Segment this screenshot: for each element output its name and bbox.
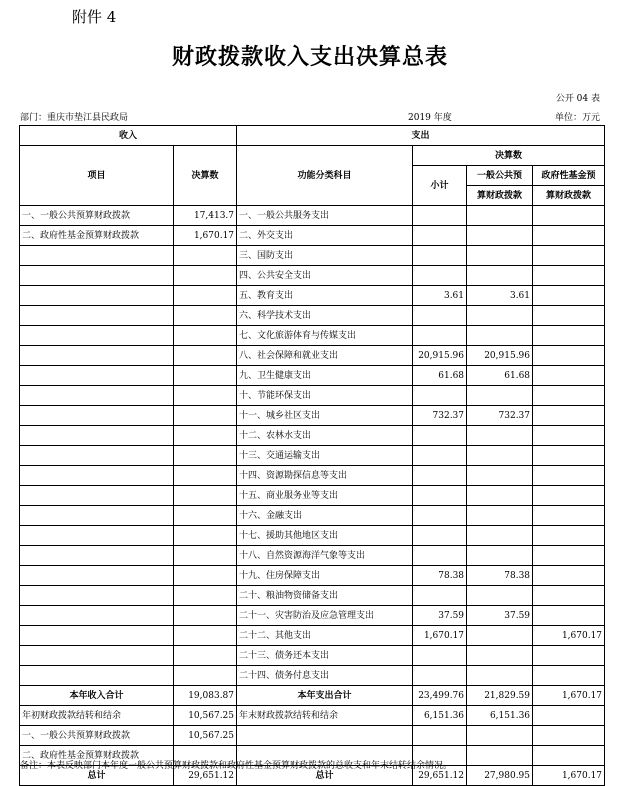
subtotal-cell	[413, 266, 467, 286]
general-budget-cell	[467, 646, 533, 666]
expense-item-cell: 十九、住房保障支出	[237, 566, 413, 586]
table-row	[20, 626, 605, 646]
general-budget-cell	[467, 426, 533, 446]
empty-cell	[533, 746, 605, 766]
table-row	[20, 426, 605, 446]
income-item-cell	[20, 606, 174, 626]
income-value-cell	[174, 406, 237, 426]
subtotal-cell	[413, 506, 467, 526]
general-budget-cell	[467, 486, 533, 506]
table-row	[20, 246, 605, 266]
table-row	[20, 206, 605, 226]
expense-item-cell: 十八、自然资源海洋气象等支出	[237, 546, 413, 566]
subtotal-cell	[413, 426, 467, 446]
income-value-cell	[174, 486, 237, 506]
subtotal-cell	[413, 666, 467, 686]
ending-balance-subtotal: 6,151.36	[413, 706, 467, 726]
beginning-balance-label: 年初财政拨款结转和结余	[20, 706, 174, 726]
general-budget-cell: 78.38	[467, 566, 533, 586]
fund-budget-cell	[533, 546, 605, 566]
fund-budget-cell	[533, 526, 605, 546]
grand-total-subtotal: 29,651.12	[413, 766, 467, 786]
income-item-cell	[20, 426, 174, 446]
unit-label: 单位：万元	[554, 113, 600, 123]
subtotal-cell: 732.37	[413, 406, 467, 426]
income-value-cell	[174, 566, 237, 586]
fund-budget-cell	[533, 566, 605, 586]
table-row	[20, 506, 605, 526]
table-row	[20, 326, 605, 346]
table-row	[20, 306, 605, 326]
fund-budget-header-line2: 算财政拨款	[533, 186, 605, 206]
general-budget-header-line2: 算财政拨款	[467, 186, 533, 206]
income-value-cell: 17,413.7	[174, 206, 237, 226]
table-row	[20, 646, 605, 666]
table-row	[20, 446, 605, 466]
footnote: 备注：本表反映部门本年度一般公共预算财政拨款和政府性基金预算财政拨款的总收支和年末结转结余情况。	[20, 761, 453, 771]
general-budget-cell	[467, 446, 533, 466]
expense-item-cell: 十二、农林水支出	[237, 426, 413, 446]
income-item-cell	[20, 266, 174, 286]
general-budget-cell	[467, 306, 533, 326]
expense-item-cell: 十、节能环保支出	[237, 386, 413, 406]
expense-total-subtotal: 23,499.76	[413, 686, 467, 706]
table-row	[20, 566, 605, 586]
subtotal-cell	[413, 326, 467, 346]
expense-item-cell: 十五、商业服务业等支出	[237, 486, 413, 506]
table-row	[20, 666, 605, 686]
expense-item-cell: 十一、城乡社区支出	[237, 406, 413, 426]
income-item-cell	[20, 466, 174, 486]
attachment-label: 附件 4	[72, 8, 117, 26]
fund-budget-cell	[533, 406, 605, 426]
item-column-header: 项目	[20, 146, 174, 206]
expense-section-header: 支出	[237, 126, 605, 146]
fund-budget-cell	[533, 246, 605, 266]
income-value-cell	[174, 266, 237, 286]
empty-cell	[467, 726, 533, 746]
fund-budget-cell	[533, 506, 605, 526]
expense-item-cell: 六、科学技术支出	[237, 306, 413, 326]
fund-budget-cell	[533, 486, 605, 506]
expense-item-cell: 二十四、债务付息支出	[237, 666, 413, 686]
subtotal-cell: 61.68	[413, 366, 467, 386]
general-budget-cell	[467, 466, 533, 486]
general-budget-cell: 732.37	[467, 406, 533, 426]
subtotal-cell: 20,915.96	[413, 346, 467, 366]
income-value-cell	[174, 626, 237, 646]
table-row	[20, 226, 605, 246]
table-row	[20, 586, 605, 606]
income-value-cell	[174, 586, 237, 606]
beginning-fund-label: 二、政府性基金预算财政拨款	[20, 746, 174, 766]
subtotal-cell	[413, 226, 467, 246]
expense-item-cell: 十三、交通运输支出	[237, 446, 413, 466]
subtotal-cell	[413, 466, 467, 486]
section-header-row	[20, 126, 605, 146]
table-row	[20, 366, 605, 386]
income-item-cell: 一、一般公共预算财政拨款	[20, 206, 174, 226]
subtotal-cell	[413, 486, 467, 506]
general-budget-cell	[467, 386, 533, 406]
budget-table	[19, 125, 605, 786]
fund-budget-cell	[533, 286, 605, 306]
beginning-general-label: 一、一般公共预算财政拨款	[20, 726, 174, 746]
empty-cell	[533, 726, 605, 746]
subtotal-cell	[413, 306, 467, 326]
income-item-cell	[20, 446, 174, 466]
expense-item-cell: 四、公共安全支出	[237, 266, 413, 286]
expense-item-cell: 五、教育支出	[237, 286, 413, 306]
fund-budget-cell	[533, 446, 605, 466]
subtotal-cell	[413, 586, 467, 606]
expense-total-label: 本年支出合计	[237, 686, 413, 706]
fund-budget-cell	[533, 306, 605, 326]
income-value-cell	[174, 386, 237, 406]
grand-total-value-left: 29,651.12	[174, 766, 237, 786]
fund-budget-cell	[533, 346, 605, 366]
general-budget-cell	[467, 206, 533, 226]
department-label: 部门：重庆市垫江县民政局	[20, 113, 129, 123]
income-item-cell	[20, 646, 174, 666]
income-value-cell	[174, 326, 237, 346]
beginning-balance-value: 10,567.25	[174, 706, 237, 726]
expense-item-cell: 十四、资源勘探信息等支出	[237, 466, 413, 486]
general-budget-cell	[467, 246, 533, 266]
income-section-header: 收入	[20, 126, 237, 146]
year-label: 2019 年度	[408, 113, 452, 123]
income-value-cell	[174, 286, 237, 306]
income-value-cell: 1,670.17	[174, 226, 237, 246]
table-row	[20, 466, 605, 486]
income-item-cell	[20, 246, 174, 266]
income-item-cell	[20, 386, 174, 406]
general-budget-cell	[467, 666, 533, 686]
income-item-cell	[20, 626, 174, 646]
general-budget-header-line1: 一般公共预	[467, 166, 533, 186]
column-header-row	[20, 146, 605, 166]
income-item-cell	[20, 546, 174, 566]
subtotal-cell	[413, 446, 467, 466]
income-value-cell	[174, 426, 237, 446]
grand-total-fund: 1,670.17	[533, 766, 605, 786]
general-budget-cell	[467, 586, 533, 606]
table-row	[20, 486, 605, 506]
table-row	[20, 406, 605, 426]
empty-cell	[413, 726, 467, 746]
income-item-cell	[20, 326, 174, 346]
grand-total-general: 27,980.95	[467, 766, 533, 786]
subtotal-cell: 3.61	[413, 286, 467, 306]
table-row	[20, 546, 605, 566]
income-item-cell: 二、政府性基金预算财政拨款	[20, 226, 174, 246]
income-value-cell	[174, 346, 237, 366]
income-value-cell	[174, 526, 237, 546]
income-value-cell	[174, 306, 237, 326]
table-row	[20, 286, 605, 306]
income-value-cell	[174, 446, 237, 466]
fund-budget-cell	[533, 586, 605, 606]
fund-budget-cell	[533, 426, 605, 446]
empty-cell	[467, 746, 533, 766]
general-budget-cell: 61.68	[467, 366, 533, 386]
table-row	[20, 266, 605, 286]
expense-item-cell: 二十、粮油物资储备支出	[237, 586, 413, 606]
fund-budget-cell	[533, 366, 605, 386]
general-budget-cell: 37.59	[467, 606, 533, 626]
income-value-cell	[174, 366, 237, 386]
income-item-cell	[20, 506, 174, 526]
income-item-cell	[20, 406, 174, 426]
subtotal-cell	[413, 246, 467, 266]
expense-item-cell: 七、文化旅游体育与传媒支出	[237, 326, 413, 346]
total-row	[20, 686, 605, 706]
expense-item-cell: 九、卫生健康支出	[237, 366, 413, 386]
total-row	[20, 706, 605, 726]
income-value-cell	[174, 666, 237, 686]
fund-budget-cell	[533, 606, 605, 626]
expense-item-cell: 二、外交支出	[237, 226, 413, 246]
income-value-cell	[174, 466, 237, 486]
grand-total-label-right: 总计	[237, 766, 413, 786]
fund-budget-cell: 1,670.17	[533, 626, 605, 646]
fund-budget-cell	[533, 646, 605, 666]
subtotal-cell: 37.59	[413, 606, 467, 626]
fund-budget-cell	[533, 386, 605, 406]
fund-budget-cell	[533, 466, 605, 486]
fund-budget-cell	[533, 266, 605, 286]
income-item-cell	[20, 306, 174, 326]
expense-item-cell: 十七、援助其他地区支出	[237, 526, 413, 546]
fund-budget-header-line1: 政府性基金预	[533, 166, 605, 186]
final-amount-column-header: 决算数	[174, 146, 237, 206]
income-item-cell	[20, 586, 174, 606]
income-item-cell	[20, 526, 174, 546]
subtotal-cell	[413, 206, 467, 226]
table-row	[20, 386, 605, 406]
fund-budget-cell	[533, 666, 605, 686]
ending-balance-label: 年末财政拨款结转和结余	[237, 706, 413, 726]
expense-total-fund: 1,670.17	[533, 686, 605, 706]
general-budget-cell	[467, 326, 533, 346]
subtotal-cell	[413, 646, 467, 666]
subtotal-cell	[413, 526, 467, 546]
grand-total-label-left: 总计	[20, 766, 174, 786]
general-budget-cell	[467, 626, 533, 646]
expense-item-cell: 十六、金融支出	[237, 506, 413, 526]
expense-item-cell: 三、国防支出	[237, 246, 413, 266]
empty-cell	[237, 726, 413, 746]
expense-item-cell: 八、社会保障和就业支出	[237, 346, 413, 366]
subtotal-column-header: 小计	[413, 166, 467, 206]
fund-budget-cell	[533, 206, 605, 226]
ending-balance-fund	[533, 706, 605, 726]
beginning-general-value: 10,567.25	[174, 726, 237, 746]
income-item-cell	[20, 566, 174, 586]
fund-budget-cell	[533, 326, 605, 346]
final-amount-group-header: 决算数	[413, 146, 605, 166]
income-value-cell	[174, 506, 237, 526]
income-value-cell	[174, 546, 237, 566]
general-budget-cell	[467, 526, 533, 546]
expense-item-cell: 一、一般公共服务支出	[237, 206, 413, 226]
income-value-cell	[174, 606, 237, 626]
income-value-cell	[174, 646, 237, 666]
general-budget-cell: 20,915.96	[467, 346, 533, 366]
subtotal-cell: 78.38	[413, 566, 467, 586]
income-item-cell	[20, 366, 174, 386]
income-item-cell	[20, 286, 174, 306]
income-total-value: 19,083.87	[174, 686, 237, 706]
income-total-label: 本年收入合计	[20, 686, 174, 706]
page-title: 财政拨款收入支出决算总表	[171, 44, 448, 70]
income-item-cell	[20, 486, 174, 506]
table-row	[20, 346, 605, 366]
total-row	[20, 726, 605, 746]
expense-item-cell: 二十二、其他支出	[237, 626, 413, 646]
subtotal-cell	[413, 546, 467, 566]
general-budget-cell: 3.61	[467, 286, 533, 306]
table-row	[20, 606, 605, 626]
expense-item-cell: 二十三、债务还本支出	[237, 646, 413, 666]
expense-item-cell: 二十一、灾害防治及应急管理支出	[237, 606, 413, 626]
subtotal-cell: 1,670.17	[413, 626, 467, 646]
subtotal-cell	[413, 386, 467, 406]
ending-balance-general: 6,151.36	[467, 706, 533, 726]
general-budget-cell	[467, 226, 533, 246]
general-budget-cell	[467, 546, 533, 566]
expense-total-general: 21,829.59	[467, 686, 533, 706]
form-code: 公开 04 表	[555, 94, 600, 104]
general-budget-cell	[467, 506, 533, 526]
function-class-column-header: 功能分类科目	[237, 146, 413, 206]
income-value-cell	[174, 246, 237, 266]
table-row	[20, 526, 605, 546]
fund-budget-cell	[533, 226, 605, 246]
income-item-cell	[20, 346, 174, 366]
general-budget-cell	[467, 266, 533, 286]
income-item-cell	[20, 666, 174, 686]
